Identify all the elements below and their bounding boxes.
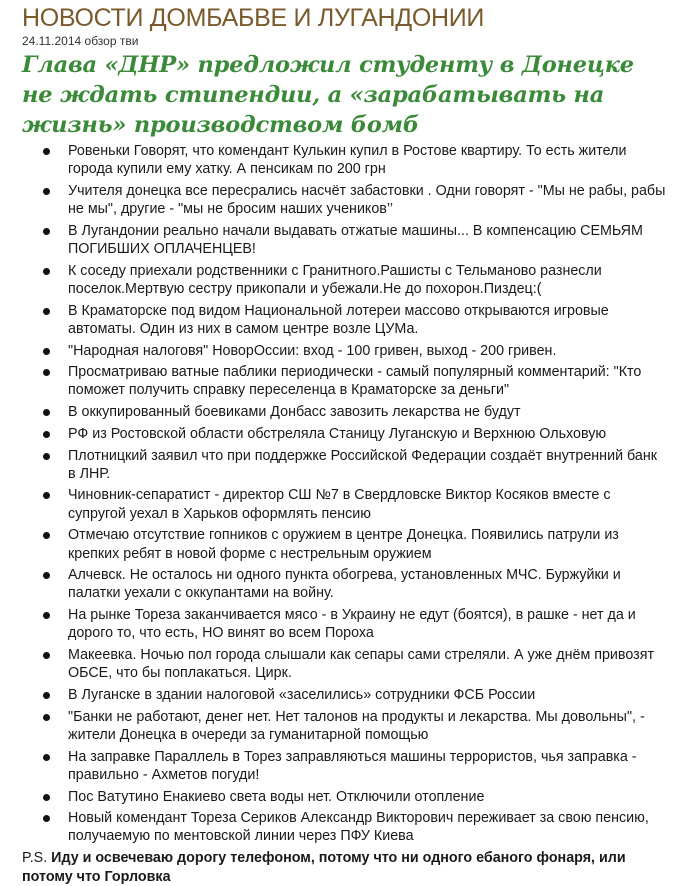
list-item-text: Отмечаю отсутствие гопников с оружием в центре Донецка. Появились патрули из крепких ребят в новой форме с нестрельным оружием: [68, 527, 619, 562]
list-item-text: "Банки не работают, денег нет. Нет талонов на продукты и лекарства. Мы довольны", - жители Донецка в очереди за гуманитарной помощью: [68, 708, 645, 743]
list-item-text: В оккупированный боевиками Донбасс завозить лекарства не будут: [68, 404, 521, 421]
list-item-text: Просматриваю ватные паблики периодически - самый популярный комментарий: "Кто поможет получить справку переселенца в Краматорске за деньги": [68, 364, 642, 399]
list-item: [26, 363, 666, 399]
bullet-icon: [43, 532, 50, 539]
list-item: [26, 748, 666, 784]
bullet-icon: [43, 754, 50, 761]
list-item-text: Плотницкий заявил что при поддержке Российской Федерации создаёт внутренний банк в ЛНР.: [68, 447, 657, 482]
bullet-icon: [43, 188, 50, 195]
bullet-icon: [43, 228, 50, 235]
bullet-icon: [43, 148, 50, 155]
bullet-icon: [43, 348, 50, 355]
list-item-text: Алчевск. Не осталось ни одного пункта обогрева, установленных МЧС. Буржуйки и палатки уехали с оккупантами на войну.: [68, 567, 621, 602]
bullet-icon: [43, 612, 50, 619]
bullet-icon: [43, 572, 50, 579]
list-item: [26, 526, 666, 562]
list-item: [26, 447, 666, 483]
bullet-icon: [43, 492, 50, 499]
list-item: [26, 302, 666, 338]
list-item: [26, 788, 666, 806]
list-item: [26, 646, 666, 682]
news-list: [22, 142, 666, 846]
bullet-icon: [43, 652, 50, 659]
list-item-text: Чиновник-сепаратист - директор СШ №7 в Свердловске Виктор Косяков вместе с супругой уехал в Харьков оформлять пенсию: [68, 487, 611, 522]
list-item-text: Новый комендант Тореза Сериков Александр Викторович переживает за свою пенсию, получаемую по ментовской линии через ПФУ Киева: [68, 810, 649, 845]
headline: Глава «ДНР» предложил студенту в Донецке не ждать стипендии, а «зарабатывать на жизнь» производством бомб: [22, 52, 634, 138]
list-item-text: На рынке Тореза заканчивается мясо - в Украину не едут (боятся), в рашке - нет да и дорого то, что есть, НО винят во всем Пороха: [68, 607, 636, 642]
post-label: обзор тви: [84, 34, 139, 48]
page-title: НОВОСТИ ДОМБАБВЕ И ЛУГАНДОНИИ: [22, 4, 485, 32]
list-item-text: РФ из Ростовской области обстреляла Станицу Луганскую и Верхнюю Ольховую: [68, 425, 607, 442]
list-item-text: Ровеньки Говорят, что комендант Кулькин купил в Ростове квартиру. То есть жители города купили ему хатку. А пенсикам по 200 грн: [68, 143, 627, 178]
list-item-text: В Краматорске под видом Национальной лотереи массово открываются игровые автоматы. Один из них в самом центре возле ЦУМа.: [68, 302, 609, 337]
post-meta: [22, 34, 666, 48]
list-item-text: Пос Ватутино Енакиево света воды нет. Отключили отопление: [68, 788, 485, 805]
postscript: [22, 849, 666, 886]
list-item: [26, 486, 666, 522]
list-item-text: "Народная налоговя" НоворОссии: вход - 100 гривен, выход - 200 гривен.: [68, 342, 557, 359]
list-item: [26, 686, 666, 704]
list-item: [26, 425, 666, 443]
list-item-text: В Лугандонии реально начали выдавать отжатые машины... В компенсацию СЕМЬЯМ ПОГИБШИХ ОПЛАЧЕНЦЕВ!: [68, 222, 643, 258]
bullet-icon: [43, 308, 50, 315]
list-item: [26, 182, 666, 218]
list-item-text: Учителя донецка все пересрались насчёт забастовки . Одни говорят - "Мы не рабы, рабы не мы", другие - "мы не бросим наших учеников’’: [68, 182, 666, 218]
list-item-text: К соседу приехали родственники с Гранитного.Рашисты с Тельманово разнесли поселок.Мертвую сестру прикопали и убежали.Не до похорон.Пиздец:(: [68, 262, 602, 297]
bullet-icon: [43, 815, 50, 822]
list-item: [26, 142, 666, 178]
postscript-text: Иду и освечеваю дорогу телефоном, потому что ни одного ебаного фонаря, или потому что Горловка: [22, 850, 626, 885]
list-item-text: Макеевка. Ночью пол города слышали как сепары сами стреляли. А уже днём привозят ОБСЕ, что бы поплакаться. Цирк.: [68, 647, 654, 682]
bullet-icon: [43, 409, 50, 416]
bullet-icon: [43, 268, 50, 275]
list-item-text: В Луганске в здании налоговой «заселились» сотрудники ФСБ России: [68, 686, 536, 703]
bullet-icon: [43, 794, 50, 801]
list-item: [26, 403, 666, 421]
bullet-icon: [43, 692, 50, 699]
list-item: [26, 342, 666, 360]
bullet-icon: [43, 714, 50, 721]
bullet-icon: [43, 369, 50, 376]
bullet-icon: [43, 453, 50, 460]
postscript-prefix: P.S.: [22, 850, 48, 867]
list-item: [26, 262, 666, 298]
list-item: [26, 222, 666, 258]
bullet-icon: [43, 431, 50, 438]
post-date: 24.11.2014: [22, 34, 82, 48]
list-item: [26, 566, 666, 602]
list-item-text: На заправке Параллель в Торез заправляються машины террористов, чья заправка - правильно - Ахметов погуди!: [68, 748, 637, 783]
list-item: [26, 809, 666, 845]
list-item: [26, 708, 666, 744]
list-item: [26, 606, 666, 642]
